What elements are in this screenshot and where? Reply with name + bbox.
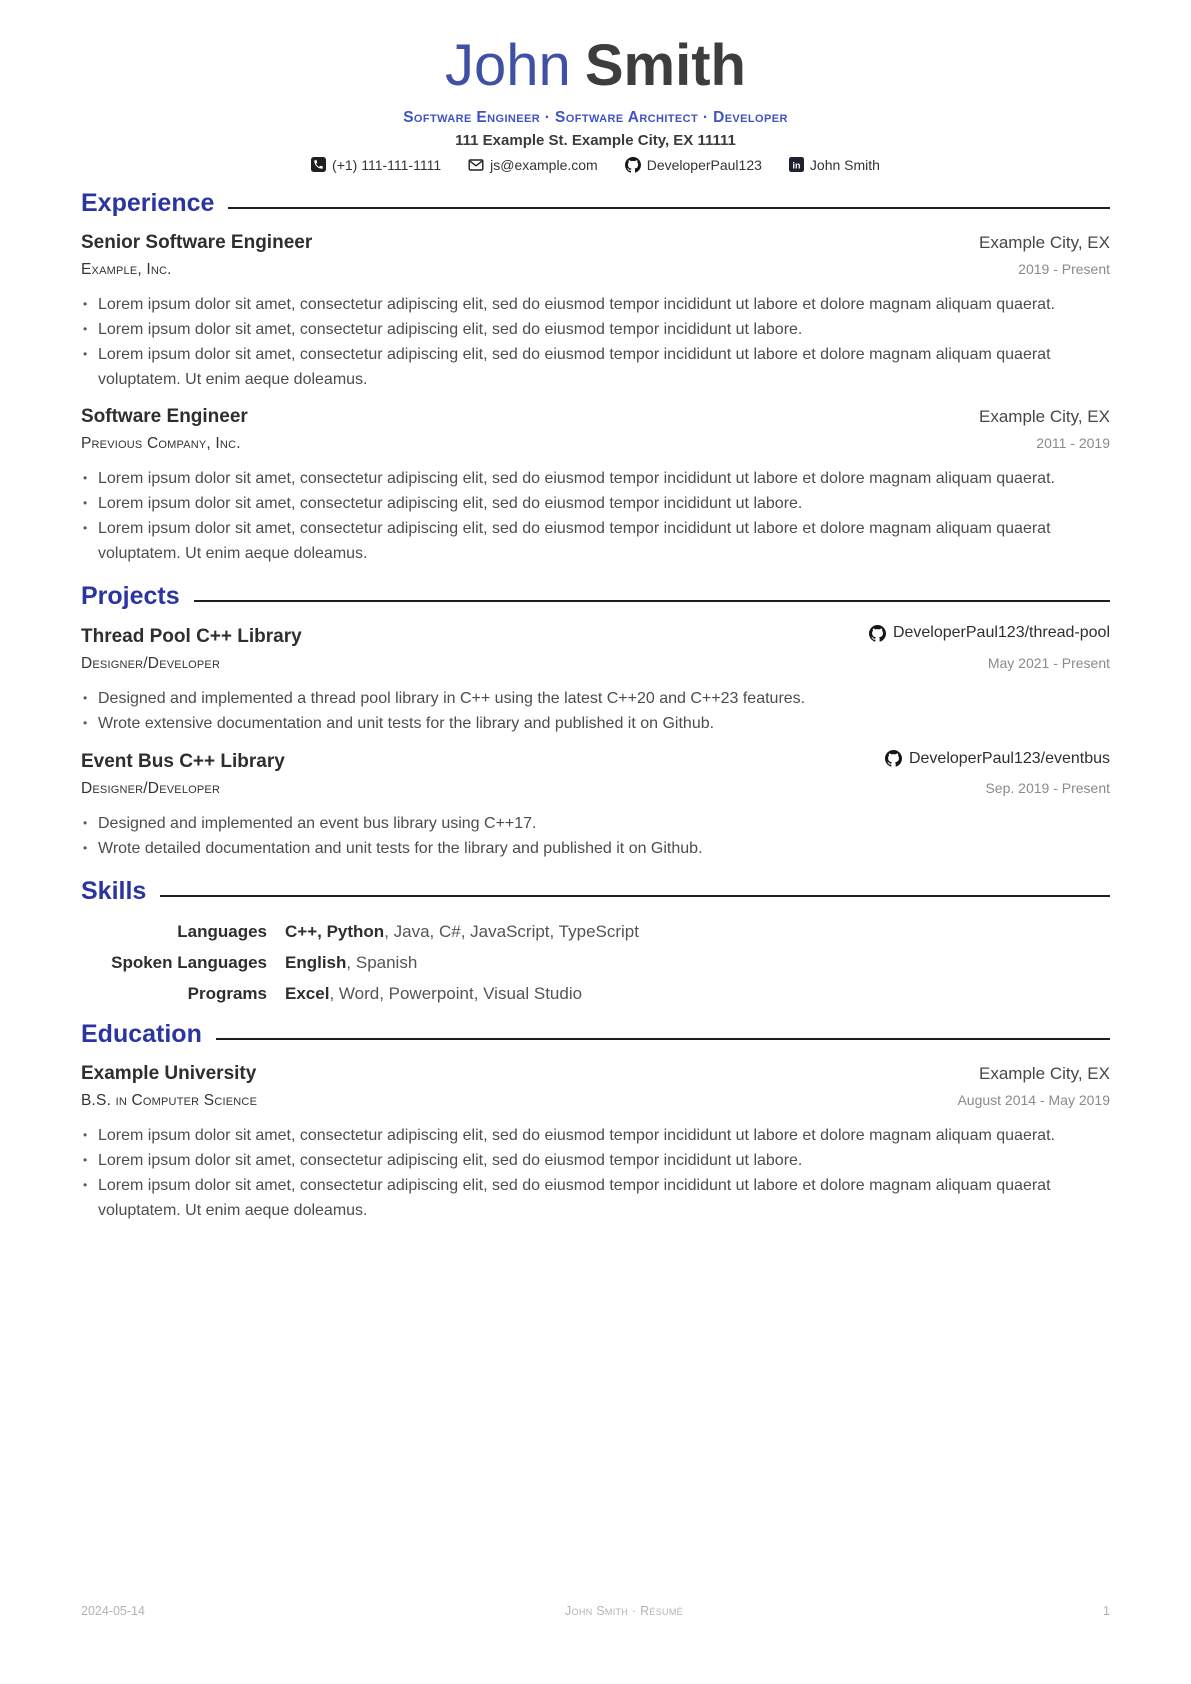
page-footer (81, 1604, 1110, 1618)
bullet-item: • Lorem ipsum dolor sit amet, consectetur adipiscing elit, sed do eiusmod tempor incididunt ut labore et dolore magnam aliquam quaerat. (81, 292, 1110, 317)
bullet-item: • Lorem ipsum dolor sit amet, consectetur adipiscing elit, sed do eiusmod tempor incididunt ut labore et dolore magnam aliquam quaerat voluptatem. Ut enim aeque doleamus. (81, 516, 1110, 566)
company-name: Example, Inc. (81, 260, 172, 278)
section-title: Skills (81, 877, 147, 906)
job-location: Example City, EX (978, 232, 1110, 252)
education-section (81, 1020, 1110, 1223)
project-name: Event Bus C++ Library (81, 751, 285, 773)
phone-contact[interactable] (311, 157, 441, 173)
school-location: Example City, EX (978, 1063, 1110, 1083)
project-name: Thread Pool C++ Library (81, 625, 302, 647)
bullet-item: • Lorem ipsum dolor sit amet, consectetur adipiscing elit, sed do eiusmod tempor incididunt ut labore et dolore magnam aliquam quaerat. (81, 1123, 1110, 1148)
experience-heading (81, 189, 1110, 218)
project-repo-link[interactable] (869, 624, 1110, 642)
email-icon (468, 157, 484, 173)
project-dates: Sep. 2019 - Present (985, 780, 1110, 797)
school-name: Example University (81, 1062, 257, 1084)
repo-path: DeveloperPaul123/thread-pool (892, 624, 1110, 642)
education-entry (81, 1063, 1110, 1223)
job-title: Software Engineer (81, 405, 248, 427)
bullet-item: • Lorem ipsum dolor sit amet, consectetur adipiscing elit, sed do eiusmod tempor incididunt ut labore et dolore magnam aliquam quaerat. (81, 466, 1110, 491)
project-role: Designer/Developer (81, 780, 221, 798)
github-icon (885, 750, 902, 767)
education-dates: August 2014 - May 2019 (957, 1091, 1110, 1108)
bullet-item: • Designed and implemented a thread pool library in C++ using the latest C++20 and C++23 features. (81, 686, 1110, 711)
skills-heading (81, 877, 1110, 906)
bullet-item: • Designed and implemented an event bus library using C++17. (81, 811, 1110, 836)
full-name (81, 33, 1110, 98)
section-title: Education (81, 1020, 202, 1049)
phone-number: (+1) 111-111-1111 (332, 156, 442, 173)
linkedin-contact[interactable] (789, 157, 880, 173)
phone-icon (311, 157, 326, 172)
skill-label: Languages (177, 922, 267, 942)
skills-table (81, 922, 1110, 1004)
project-dates: May 2021 - Present (987, 654, 1110, 671)
skill-value: C++, Python, Java, C#, JavaScript, TypeScript (285, 922, 639, 942)
last-name: Smith (584, 33, 746, 98)
job-bullets (81, 466, 1110, 566)
github-icon (625, 157, 641, 173)
skill-value: English, Spanish (285, 953, 418, 973)
section-rule (194, 600, 1110, 602)
section-title: Projects (81, 581, 180, 610)
section-rule (216, 1038, 1110, 1040)
github-username: DeveloperPaul123 (646, 156, 762, 173)
bullet-item: • Wrote detailed documentation and unit tests for the library and published it on Github. (81, 836, 1110, 861)
bullet-item: • Lorem ipsum dolor sit amet, consectetur adipiscing elit, sed do eiusmod tempor incididunt ut labore et dolore magnam aliquam quaerat voluptatem. Ut enim aeque doleamus. (81, 1173, 1110, 1223)
project-repo-link[interactable] (885, 750, 1110, 768)
degree: B.S. in Computer Science (81, 1091, 258, 1109)
skills-section (81, 877, 1110, 1004)
address: 111 Example St. Example City, EX 11111 (455, 131, 736, 149)
project-entry (81, 750, 1110, 862)
skill-value: Excel, Word, Powerpoint, Visual Studio (285, 984, 583, 1004)
education-bullets (81, 1123, 1110, 1223)
job-dates: 2019 - Present (1018, 260, 1110, 277)
email-address: js@example.com (490, 156, 598, 173)
experience-entry (81, 232, 1110, 392)
project-role: Designer/Developer (81, 654, 221, 672)
projects-heading (81, 582, 1110, 611)
section-title: Experience (81, 188, 215, 217)
first-name: John (445, 33, 571, 98)
footer-title: John Smith · Résumé (565, 1604, 683, 1618)
section-rule (228, 207, 1110, 209)
bullet-item: • Lorem ipsum dolor sit amet, consectetur adipiscing elit, sed do eiusmod tempor incididunt ut labore. (81, 317, 1110, 342)
project-entry (81, 624, 1110, 736)
footer-date: 2024-05-14 (81, 1604, 145, 1618)
skill-label: Programs (187, 984, 267, 1004)
skill-label: Spoken Languages (111, 953, 267, 973)
footer-page-number: 1 (1103, 1604, 1110, 1618)
project-bullets (81, 811, 1110, 861)
job-bullets (81, 292, 1110, 392)
github-icon (869, 625, 886, 642)
projects-section (81, 582, 1110, 862)
section-rule (160, 895, 1110, 897)
bullet-item: • Wrote extensive documentation and unit tests for the library and published it on Github. (81, 711, 1110, 736)
github-contact[interactable] (625, 157, 762, 173)
svg-text:in: in (792, 160, 801, 171)
contact-row (81, 157, 1110, 173)
experience-entry (81, 406, 1110, 566)
email-contact[interactable] (468, 157, 598, 173)
company-name: Previous Company, Inc. (81, 434, 241, 452)
linkedin-name: John Smith (809, 156, 880, 173)
repo-path: DeveloperPaul123/eventbus (908, 749, 1110, 767)
project-bullets (81, 686, 1110, 736)
job-location: Example City, EX (978, 406, 1110, 426)
job-title: Senior Software Engineer (81, 231, 313, 253)
job-dates: 2011 - 2019 (1036, 434, 1110, 451)
education-heading (81, 1020, 1110, 1049)
linkedin-icon (789, 157, 804, 172)
tagline: Software Engineer · Software Architect · Developer (403, 108, 788, 126)
bullet-item: • Lorem ipsum dolor sit amet, consectetur adipiscing elit, sed do eiusmod tempor incididunt ut labore. (81, 1148, 1110, 1173)
bullet-item: • Lorem ipsum dolor sit amet, consectetur adipiscing elit, sed do eiusmod tempor incididunt ut labore et dolore magnam aliquam quaerat voluptatem. Ut enim aeque doleamus. (81, 342, 1110, 392)
resume-header (81, 33, 1110, 173)
experience-section (81, 189, 1110, 566)
bullet-item: • Lorem ipsum dolor sit amet, consectetur adipiscing elit, sed do eiusmod tempor incididunt ut labore. (81, 491, 1110, 516)
